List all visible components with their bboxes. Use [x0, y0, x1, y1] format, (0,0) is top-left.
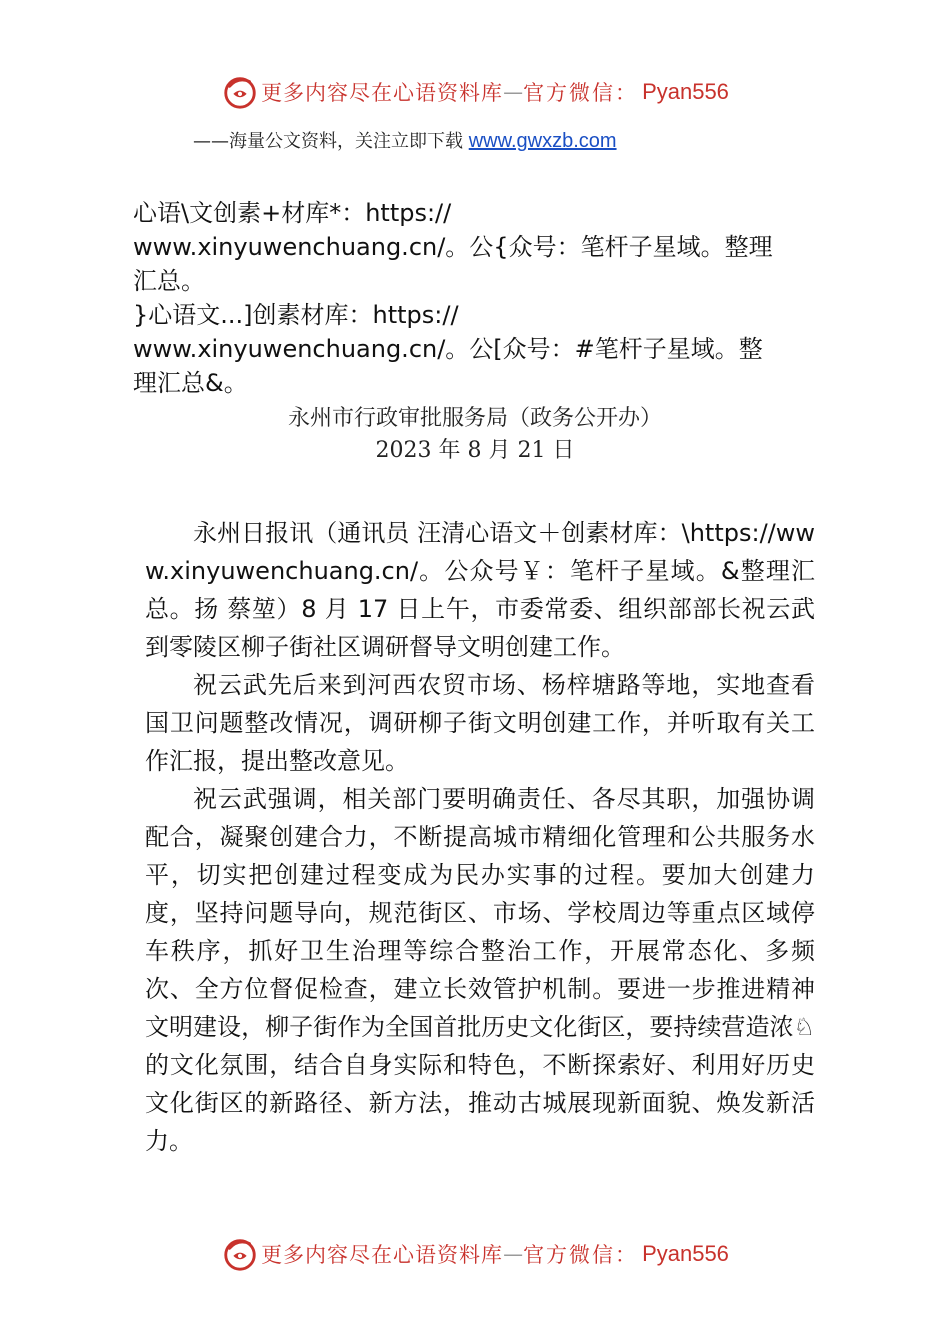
article-body [145, 514, 815, 1160]
agency-block [0, 403, 950, 467]
article-paragraph: 祝云武强调，相关部门要明确责任、各尽其职，加强协调配合，凝聚创建合力，不断提高城市精细化管理和公共服务水平，切实把创建过程变成为民办实事的过程。要加大创建力度，坚持问题导向，规范街区、市场、学校周边等重点区域停车秩序，抓好卫生治理等综合整治工作，开展常态化、多频次、全方位督促检查，建立长效管护机制。要进一步推进精神文明建设，柳子街作为全国首批历史文化街区，要持续营造浓♘的文化氛围，结合自身实际和特色，不断探索好、利用好历史文化街区的新路径、新方法，推动古城展现新面貌、焕发新活力。 [145, 785, 815, 1155]
notice-line: 理汇总&。 [133, 369, 248, 397]
agency-name: 永州市行政审批服务局（政务公开办） [287, 406, 662, 431]
footer-banner [0, 1234, 950, 1274]
subline-text: ——海量公文资料，关注立即下载 [193, 131, 463, 152]
article-paragraph: 永州日报讯（通讯员 汪清心语文＋创素材库：\https://www.xinyuwenchuang.cn/。公众号￥：笔杆子星域。&整理汇总。扬 蔡堃）8 月 17 日上午，市委常委、组织部部长祝云武到零陵区柳子街社区调研督导文明创建工作。 [145, 519, 815, 661]
download-subline [193, 127, 617, 153]
footer-banner-dash: — [503, 1242, 524, 1266]
footer-banner-text: 更多内容尽在心语资料库 [261, 1243, 504, 1267]
header-banner-text: 更多内容尽在心语资料库 [261, 81, 504, 105]
footer-banner-wechat-label: 官方微信： [523, 1243, 639, 1267]
notice-line: www.xinyuwenchuang.cn/。公{众号：笔杆子星域。整理 [133, 233, 773, 261]
notice-line: 心语\文创素+材库*：https:// [133, 199, 452, 227]
subline-link[interactable]: www.gwxzb.com [468, 130, 617, 152]
agency-date: 2023 年 8 月 21 日 [375, 438, 575, 463]
notice-line: www.xinyuwenchuang.cn/。公[众号：#笔杆子星域。整 [133, 335, 763, 363]
article-paragraph: 祝云武先后来到河西农贸市场、杨梓塘路等地，实地查看国卫问题整改情况，调研柳子街文明创建工作，并听取有关工作汇报，提出整改意见。 [145, 671, 815, 775]
header-banner-dash: — [503, 80, 524, 104]
notice-block [133, 196, 833, 400]
footer-banner-wechat-id: Pyan556 [642, 1241, 729, 1266]
brand-logo-icon [221, 1235, 259, 1273]
header-banner [0, 72, 950, 112]
notice-line: 汇总。 [133, 267, 205, 295]
brand-logo-icon [221, 73, 259, 111]
notice-line: }心语文...]创素材库：https:// [133, 301, 459, 329]
header-banner-wechat-id: Pyan556 [642, 79, 729, 104]
header-banner-wechat-label: 官方微信： [523, 81, 639, 105]
